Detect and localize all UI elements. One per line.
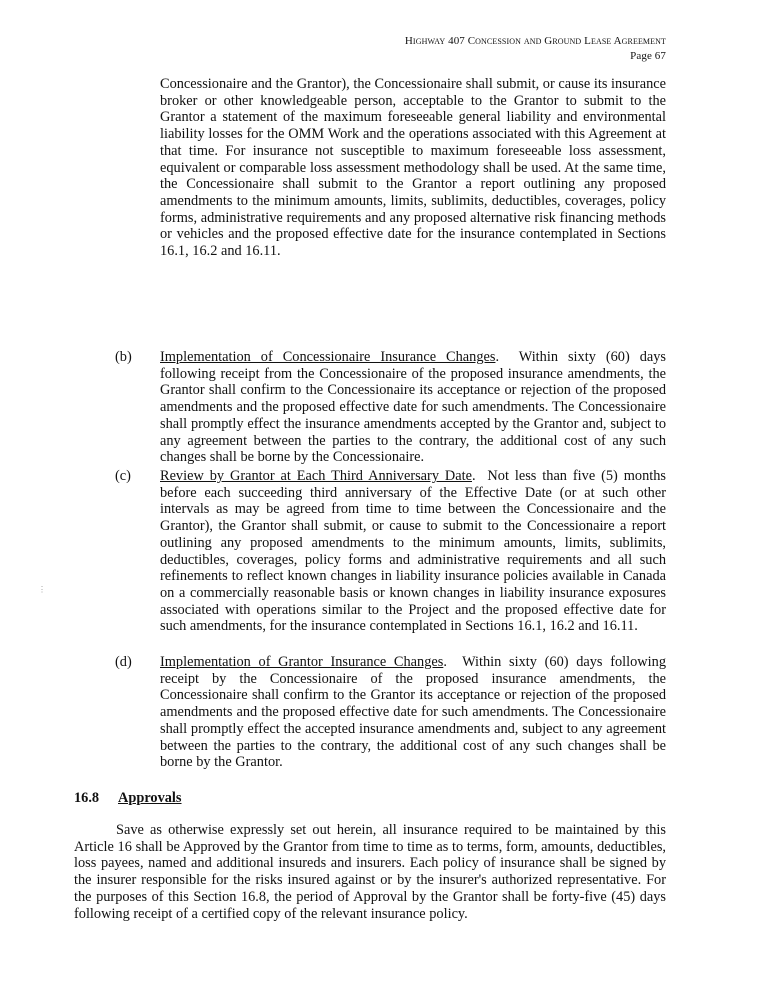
clause-heading: Implementation of Grantor Insurance Changes xyxy=(160,654,444,670)
clause-heading: Implementation of Concessionaire Insurance Changes xyxy=(160,349,496,365)
clause-label: (c) xyxy=(115,468,131,484)
clause-label: (d) xyxy=(115,654,132,670)
page-number: Page 67 xyxy=(630,50,666,62)
continuation-paragraph: Concessionaire and the Grantor), the Concessionaire shall submit, or cause its insurance broker or other knowledgeable person, acceptable to the Grantor to submit to the Grantor a statement of the maximum foreseeable general liability and environmental liability losses for the OMM Work and the operations associated with this Agreement at that time. For insurance not susceptible to maximum foreseeable loss assessment, equivalent or comparable loss assessment methodology shall be used. At the same time, the Concessionaire shall submit to the Grantor a report outlining any proposed amendments to the minimum amounts, limits, sublimits, deductibles, coverages, policy forms, administrative requirements and any proposed alternative risk financing methods or vehicles and the proposed effective date for the insurance contemplated in Sections 16.1, 16.2 and 16.11. xyxy=(160,76,666,260)
clause-body: Implementation of Concessionaire Insurance Changes. Within sixty (60) days following receipt from the Concessionaire of the proposed insurance amendments, the Grantor shall confirm to the Concessionaire its acceptance or rejection of the proposed amendments and the proposed effective date for such amendments. The Concessionaire shall promptly effect the insurance amendments accepted by the Grantor and, subject to any agreement between the parties to the contrary, the additional cost of any such changes shall be borne by the Concessionaire. xyxy=(160,349,667,466)
clause-text: Within sixty (60) days following receipt by the Concessionaire of the proposed insurance amendments, the Concessionaire shall confirm to the Grantor its acceptance or rejection of the proposed amendments and the proposed effective date for such amendments. The Concessionaire shall promptly effect the accepted insurance amendments and, subject to any agreement between the parties to the contrary, the additional cost of any such changes shall be borne by the Grantor. xyxy=(160,654,666,771)
clause-body: Review by Grantor at Each Third Anniversary Date. Not less than five (5) months before each succeeding third anniversary of the Effective Date (or at such other intervals as may be agreed from time to time between the Concessionaire and the Grantor), the Grantor shall submit, or cause to submit to the Concessionaire a report outlining any proposed amendments to the minimum amounts, limits, sublimits, deductibles, coverages, policy forms and administrative requirements and all such refinements to reflect known changes in liability insurance policies available in Canada on a commercially reasonable basis or known changes in liability insurance exposures associated with operations similar to the Project and the proposed effective date for such amendments, for the insurance contemplated in Sections 16.1, 16.2 and 16.11. xyxy=(160,468,666,635)
clause-body: Implementation of Grantor Insurance Changes. Within sixty (60) days following receipt by the Concessionaire of the proposed insurance amendments, the Concessionaire shall confirm to the Grantor its acceptance or rejection of the proposed amendments and the proposed effective date for such amendments. The Concessionaire shall promptly effect the accepted insurance amendments and, subject to any agreement between the parties to the contrary, the additional cost of any such changes shall be borne by the Grantor. xyxy=(160,654,666,771)
section-heading xyxy=(74,790,182,807)
clause-label: (b) xyxy=(115,349,132,365)
margin-mark: ⋮ xyxy=(38,585,46,594)
section-title: Approvals xyxy=(118,790,182,806)
clause-heading: Review by Grantor at Each Third Anniversary Date xyxy=(160,468,472,484)
clause-text: Not less than five (5) months before each succeeding third anniversary of the Effective Date (or at such other intervals as may be agreed from time to time between the Concessionaire and the Grantor), the Grantor shall submit, or cause to submit to the Concessionaire a report outlining any proposed amendments to the minimum amounts, limits, sublimits, deductibles, coverages, policy forms and administrative requirements and all such refinements to reflect known changes in liability insurance policies available in Canada on a commercially reasonable basis or known changes in liability insurance exposures associated with operations similar to the Project and the proposed effective date for such amendments, for the insurance contemplated in Sections 16.1, 16.2 and 16.11. xyxy=(160,468,666,635)
page-header xyxy=(405,34,666,64)
agreement-title: Highway 407 Concession and Ground Lease Agreement xyxy=(404,35,666,47)
clause-text: Within sixty (60) days following receipt from the Concessionaire of the proposed insurance amendments, the Grantor shall confirm to the Concessionaire its acceptance or rejection of the proposed amendments and the proposed effective date for such amendments. The Concessionaire shall promptly effect the insurance amendments accepted by the Grantor and, subject to any agreement between the parties to the contrary, the additional cost of any such changes shall be borne by the Concessionaire. xyxy=(160,349,667,466)
section-number: 16.8 xyxy=(74,790,100,806)
approvals-paragraph: Save as otherwise expressly set out herein, all insurance required to be maintained by this Article 16 shall be Approved by the Grantor from time to time as to terms, form, amounts, deductibles, loss payees, named and additional insureds and insurers. Each policy of insurance shall be signed by the insurer responsible for the risks insured against or by the insurer's authorized representative. For the purposes of this Section 16.8, the period of Approval by the Grantor shall be forty-five (45) days following receipt of a certified copy of the relevant insurance policy. xyxy=(74,822,666,922)
